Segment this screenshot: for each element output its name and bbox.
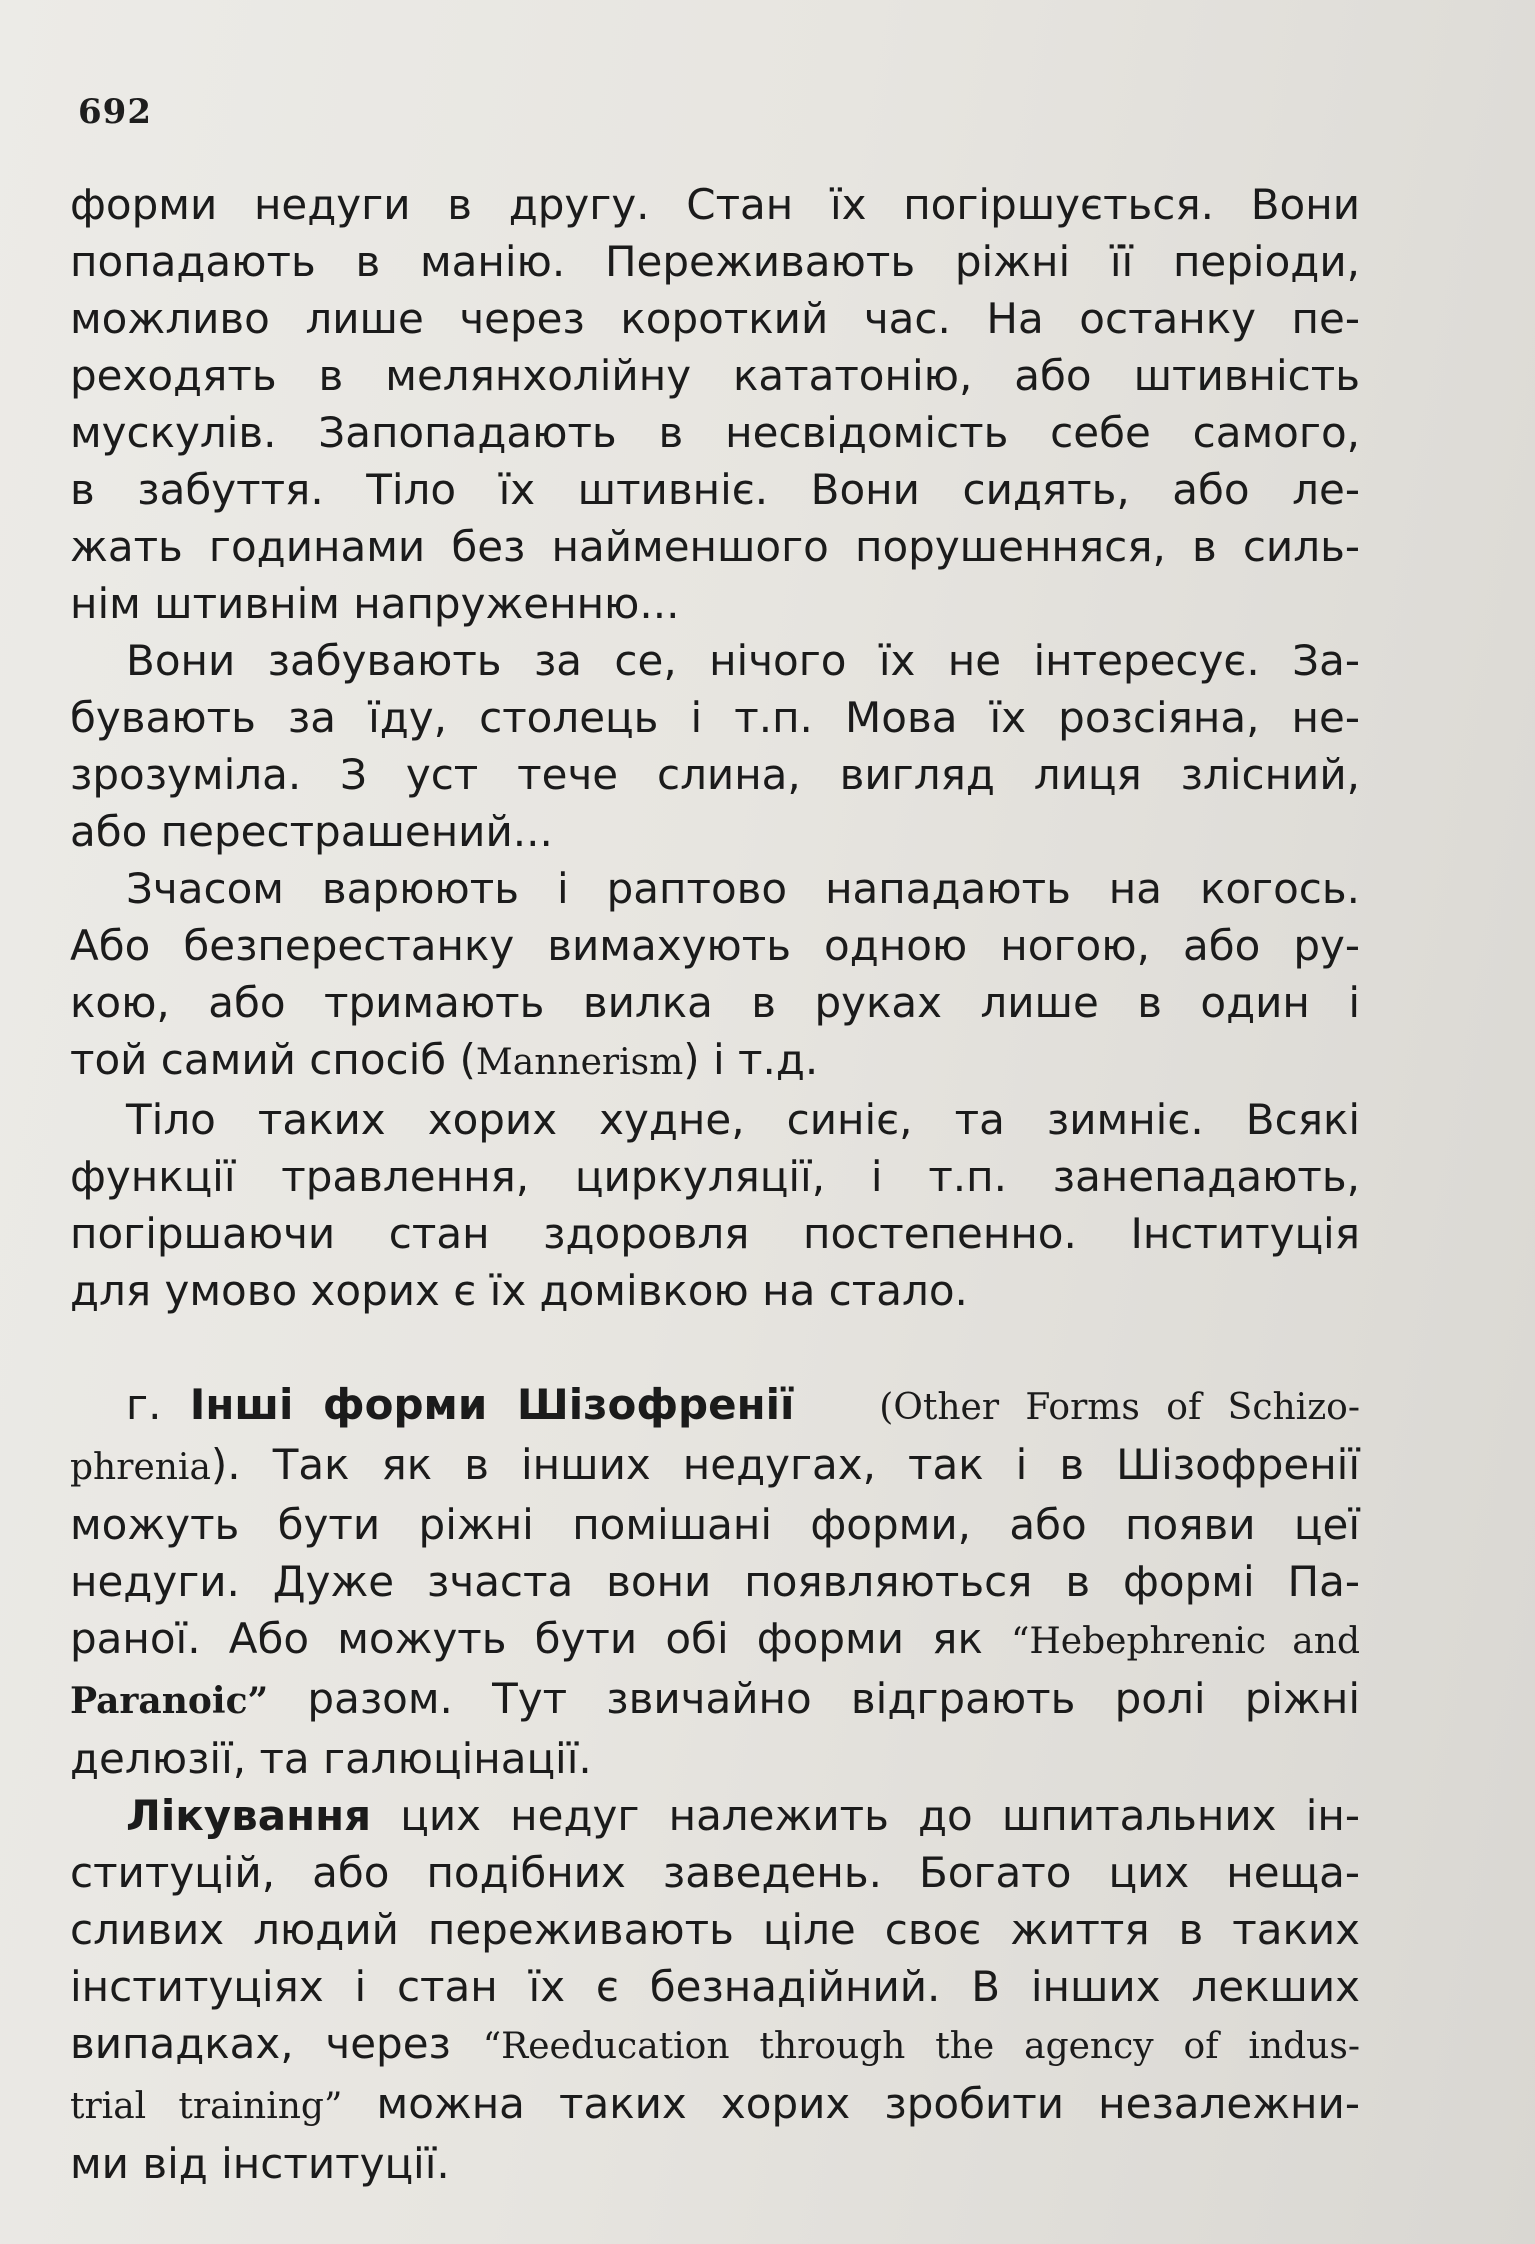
text-line: ституцій, або подібних заведень. Богато цих неща-	[70, 1848, 1360, 1897]
text-fragment: цих недуг належить до шпитальних ін-	[371, 1791, 1360, 1840]
text-line	[70, 2075, 1360, 2135]
section-heading-line	[70, 1376, 1360, 1436]
text-line: сливих людий переживають ціле своє життя в таких	[70, 1905, 1360, 1954]
text-line: можливо лише через короткий час. На останку пе-	[70, 294, 1360, 343]
text-line	[70, 1787, 1360, 1844]
latin-term: trial training”	[70, 2086, 343, 2127]
paragraph-1	[70, 176, 1360, 632]
section-title: Інші форми Шізофренії	[189, 1380, 795, 1429]
text-line: інституціях і стан їх є безнадійний. В інших лекших	[70, 1962, 1360, 2011]
text-line: форми недуги в другу. Стан їх погіршується. Вони	[70, 180, 1360, 229]
text-line: для умово хорих є їх домівкою на стало.	[70, 1266, 968, 1315]
text-line	[70, 1610, 1360, 1670]
text-line	[70, 1031, 1360, 1091]
text-line: Або безперестанку вимахують одною ногою, або ру-	[70, 921, 1360, 970]
text-line: жать годинами без найменшого порушенняся, в силь-	[70, 522, 1360, 571]
text-line	[70, 1436, 1360, 1496]
text-line: зрозуміла. З уст тече слина, вигляд лиця злісний,	[70, 750, 1360, 799]
text-fragment: можна таких хорих зробити незалежни-	[342, 2079, 1360, 2128]
text-line: Вони забувають за се, нічого їх не інтересує. За-	[126, 636, 1360, 685]
text-line: Зчасом варюють і раптово нападають на когось.	[126, 864, 1360, 913]
text-fragment: той самий спосіб (	[70, 1035, 476, 1084]
text-line: можуть бути ріжні помішані форми, або появи цеї	[70, 1500, 1360, 1549]
latin-term: “Reeducation through the agency of indus-	[482, 2026, 1360, 2067]
text-line: бувають за їду, столець і т.п. Мова їх розсіяна, не-	[70, 693, 1360, 742]
paragraph-3	[70, 860, 1360, 1091]
latin-term: phrenia	[70, 1447, 211, 1488]
text-line: нім штивнім напруженню...	[70, 579, 680, 628]
paragraph-treatment	[70, 1787, 1360, 2192]
body-text	[70, 176, 1360, 2192]
text-line: делюзії, та галюцінації.	[70, 1734, 592, 1783]
section-spacer	[70, 1319, 1360, 1376]
page-number: 692	[78, 92, 152, 132]
section-other-forms	[70, 1376, 1360, 1787]
text-fragment: раної. Або можуть бути обі форми як	[70, 1614, 1011, 1663]
paragraph-4	[70, 1091, 1360, 1319]
text-fragment: ). Так як в інших недугах, так і в Шізофренії	[210, 1440, 1360, 1489]
section-letter: г.	[126, 1380, 162, 1429]
text-line: Тіло таких хорих худне, синіє, та зимніє. Всякі	[126, 1095, 1360, 1144]
treatment-label: Лікування	[126, 1791, 372, 1840]
text-line: мускулів. Запопадають в несвідомість себе самого,	[70, 408, 1360, 457]
text-line: ми від інституції.	[70, 2139, 450, 2188]
text-line	[70, 1670, 1360, 1730]
latin-term: Paranoic”	[70, 1680, 269, 1722]
text-line: в забуття. Тіло їх штивніє. Вони сидять, або ле-	[70, 465, 1360, 514]
latin-term: “Hebephrenic and	[1010, 1621, 1360, 1662]
paragraph-2	[70, 632, 1360, 860]
text-line	[70, 2015, 1360, 2075]
text-line: попадають в манію. Переживають ріжні її періоди,	[70, 237, 1360, 286]
text-fragment: ) і т.д.	[683, 1035, 819, 1084]
text-line: погіршаючи стан здоровля постепенно. Інституція	[70, 1209, 1360, 1258]
text-fragment: випадках, через	[70, 2019, 483, 2068]
text-line: кою, або тримають вилка в руках лише в один і	[70, 978, 1360, 1027]
text-fragment: разом. Тут звичайно відграють ролі ріжні	[268, 1674, 1360, 1723]
text-line: недуги. Дуже зчаста вони появляються в формі Па-	[70, 1557, 1360, 1606]
text-line: реходять в мелянхолійну кататонію, або штивність	[70, 351, 1360, 400]
latin-term: Mannerism	[475, 1042, 684, 1083]
text-line: або перестрашений...	[70, 807, 553, 856]
section-english-title: (Other Forms of Schizo-	[879, 1387, 1360, 1428]
text-line: функції травлення, циркуляції, і т.п. занепадають,	[70, 1152, 1360, 1201]
